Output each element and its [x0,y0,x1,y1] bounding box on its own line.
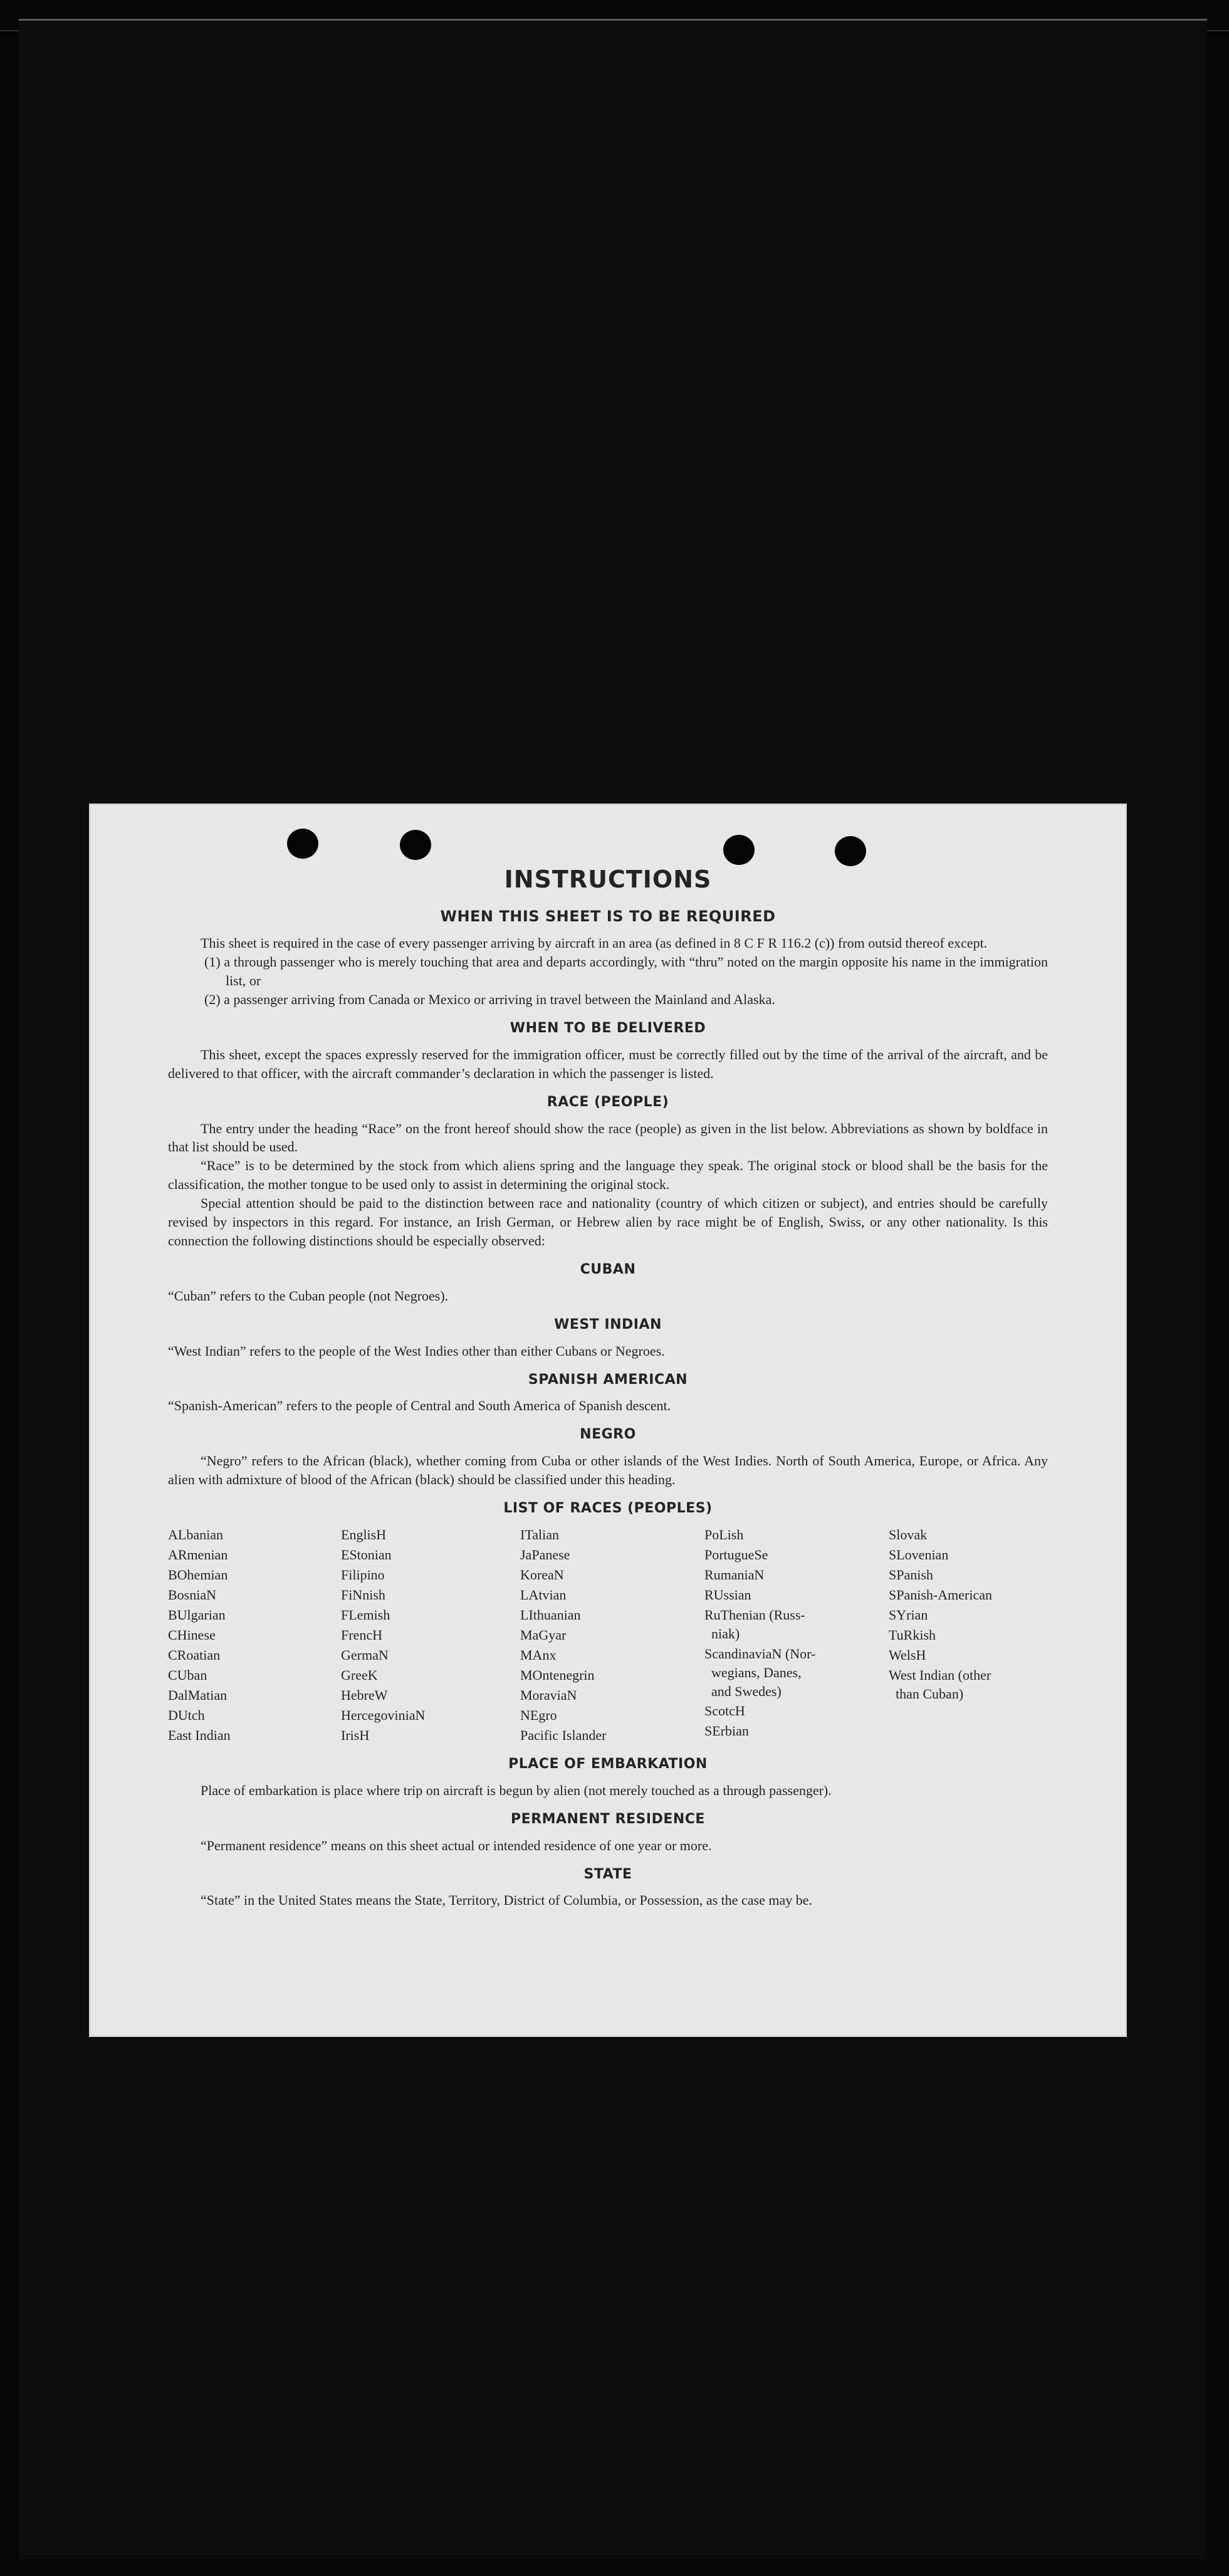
race-scotch: ScotcH [704,1703,745,1719]
race-portuguese: PortugueSe [704,1546,768,1563]
race-greek: GreeK [341,1667,378,1683]
race-bohemian: BOhemian [168,1566,228,1583]
race-turkish: TuRkish [889,1626,936,1643]
race-ruthenian: RuThenian (Russ- niak) [704,1606,805,1641]
race-italian: ITalian [520,1526,559,1542]
list-item-through-passenger: (1) a through passenger who is merely touching that area and departs accordingly, with “thru” noted on the margin opposite his name in the immigration list, or [204,954,1048,989]
race-german: GermaN [341,1647,389,1663]
race-spanish-american: SPanish-American [889,1586,992,1603]
race-serbian: SErbian [704,1723,749,1739]
section-heading-races-list: LIST OF RACES (PEOPLES) [503,1500,713,1517]
section-heading-embarkation: PLACE OF EMBARKATION [508,1756,708,1772]
race-spanish: SPanish [889,1566,933,1583]
race-pacific-islander: Pacific Islander [520,1727,607,1743]
paragraph-embarkation: Place of embarkation is place where trip on aircraft is begun by alien (not merely touched as a through passenger). [201,1782,832,1798]
punch-hole [723,835,755,865]
race-polish: PoLish [704,1526,744,1542]
paragraph-when-required: This sheet is required in the case of every passenger arriving by aircraft in an area (as defined in 8 C F R 116.2 (c)) from outsid thereof except. [201,935,988,951]
race-lithuanian: LIthuanian [520,1606,581,1623]
race-armenian: ARmenian [168,1546,228,1563]
race-estonian: EStonian [341,1546,392,1563]
paragraph-cuban: “Cuban” refers to the Cuban people (not Negroes). [168,1287,449,1304]
page-title: INSTRUCTIONS [504,866,712,893]
race-latvian: LAtvian [520,1586,567,1603]
paragraph-state: “State” in the United States means the State, Territory, District of Columbia, or Possession, as the case may be. [201,1892,813,1908]
section-heading-race: RACE (PEOPLE) [547,1094,669,1110]
punch-hole [287,829,318,859]
race-scandinavian: ScandinaviaN (Nor- wegians, Danes, and Swedes) [704,1645,816,1699]
race-croatian: CRoatian [168,1647,221,1663]
instructions-sheet [89,804,1127,2037]
race-rumanian: RumaniaN [704,1566,765,1583]
race-chinese: CHinese [168,1626,216,1643]
race-irish: IrisH [341,1727,370,1743]
section-heading-cuban: CUBAN [580,1261,636,1277]
race-montenegrin: MOntenegrin [520,1667,595,1683]
punch-hole [835,836,866,866]
races-column-2 [341,1526,518,1745]
race-russian: RUssian [704,1586,751,1603]
section-heading-negro: NEGRO [580,1427,636,1443]
race-french: FrencH [341,1626,382,1643]
race-moravian: MoraviaN [520,1687,577,1703]
races-list [168,1526,1048,1745]
punch-hole [400,830,431,860]
paragraph-race-1: The entry under the heading “Race” on the front hereof should show the race (people) as given in the list below. Abbreviations as shown by boldface in that list should be used. [168,1120,1048,1155]
list-item-canada-mexico: (2) a passenger arriving from Canada or Mexico or arriving in travel between the Mainland and Alaska. [204,992,775,1008]
section-heading-when-delivered: WHEN TO BE DELIVERED [510,1020,706,1036]
race-magyar: MaGyar [520,1626,567,1643]
races-column-4 [704,1526,886,1745]
race-syrian: SYrian [889,1606,928,1623]
race-manx: MAnx [520,1647,557,1663]
race-filipino: Filipino [341,1566,385,1583]
race-slovenian: SLovenian [889,1546,949,1563]
race-east-indian: East Indian [168,1727,231,1743]
race-finnish: FiNnish [341,1586,385,1603]
races-column-5 [889,1526,1052,1745]
race-slovak: Slovak [889,1526,928,1542]
section-heading-when-required: WHEN THIS SHEET IS TO BE REQUIRED [440,907,776,925]
paragraph-spanish-american: “Spanish-American” refers to the people of Central and South America of Spanish descent. [168,1398,671,1414]
paragraph-race-3: Special attention should be paid to the distinction between race and nationality (country of which citizen or subject), and entries should be carefully revised by inspectors in this regard. For instance, an Irish German, or Hebrew alien by race might be of English, Swiss, or any other nationality. Is this connection the following distinctions should be especially observed: [168,1195,1048,1249]
section-heading-west-indian: WEST INDIAN [554,1316,662,1333]
paragraph-permanent-residence: “Permanent residence” means on this sheet actual or intended residence of one year or more. [201,1837,712,1853]
race-cuban: CUban [168,1667,207,1683]
section-heading-spanish-american: SPANISH AMERICAN [528,1371,688,1388]
paragraph-negro: “Negro” refers to the African (black), whether coming from Cuba or other islands of the West Indies. North of South America, Europe, or Africa. Any alien with admixture of blood of the African (black) should be classified under this heading. [168,1453,1048,1488]
race-dalmatian: DalMatian [168,1687,227,1703]
section-heading-state: STATE [583,1866,632,1882]
race-albanian: ALbanian [168,1526,223,1542]
paragraph-west-indian: “West Indian” refers to the people of the West Indies other than either Cubans or Negroes. [168,1343,665,1359]
races-column-3 [520,1526,702,1745]
race-bulgarian: BUlgarian [168,1606,226,1623]
race-west-indian: West Indian (other than Cuban) [889,1667,991,1702]
race-japanese: JaPanese [520,1546,570,1563]
races-column-1 [168,1526,338,1745]
race-english: EnglisH [341,1526,387,1542]
paragraph-when-delivered: This sheet, except the spaces expressly reserved for the immigration officer, must be correctly filled out by the time of the arrival of the aircraft, and be delivered to that officer, with the aircraft commander’s declaration in which the passenger is listed. [168,1046,1048,1081]
race-korean: KoreaN [520,1566,564,1583]
document-content [168,864,1048,1910]
race-hercegovinian: HercegoviniaN [341,1707,426,1723]
race-bosnian: BosniaN [168,1586,216,1603]
section-heading-permanent-residence: PERMANENT RESIDENCE [511,1811,705,1827]
race-flemish: FLemish [341,1606,390,1623]
race-hebrew: HebreW [341,1687,388,1703]
race-dutch: DUtch [168,1707,205,1723]
race-welsh: WelsH [889,1647,926,1663]
race-negro: NEgro [520,1707,557,1723]
paragraph-race-2: “Race” is to be determined by the stock from which aliens spring and the language they speak. The original stock or blood shall be the basis for the classification, the mother tongue to be used only to assist in determining the original stock. [168,1158,1048,1193]
